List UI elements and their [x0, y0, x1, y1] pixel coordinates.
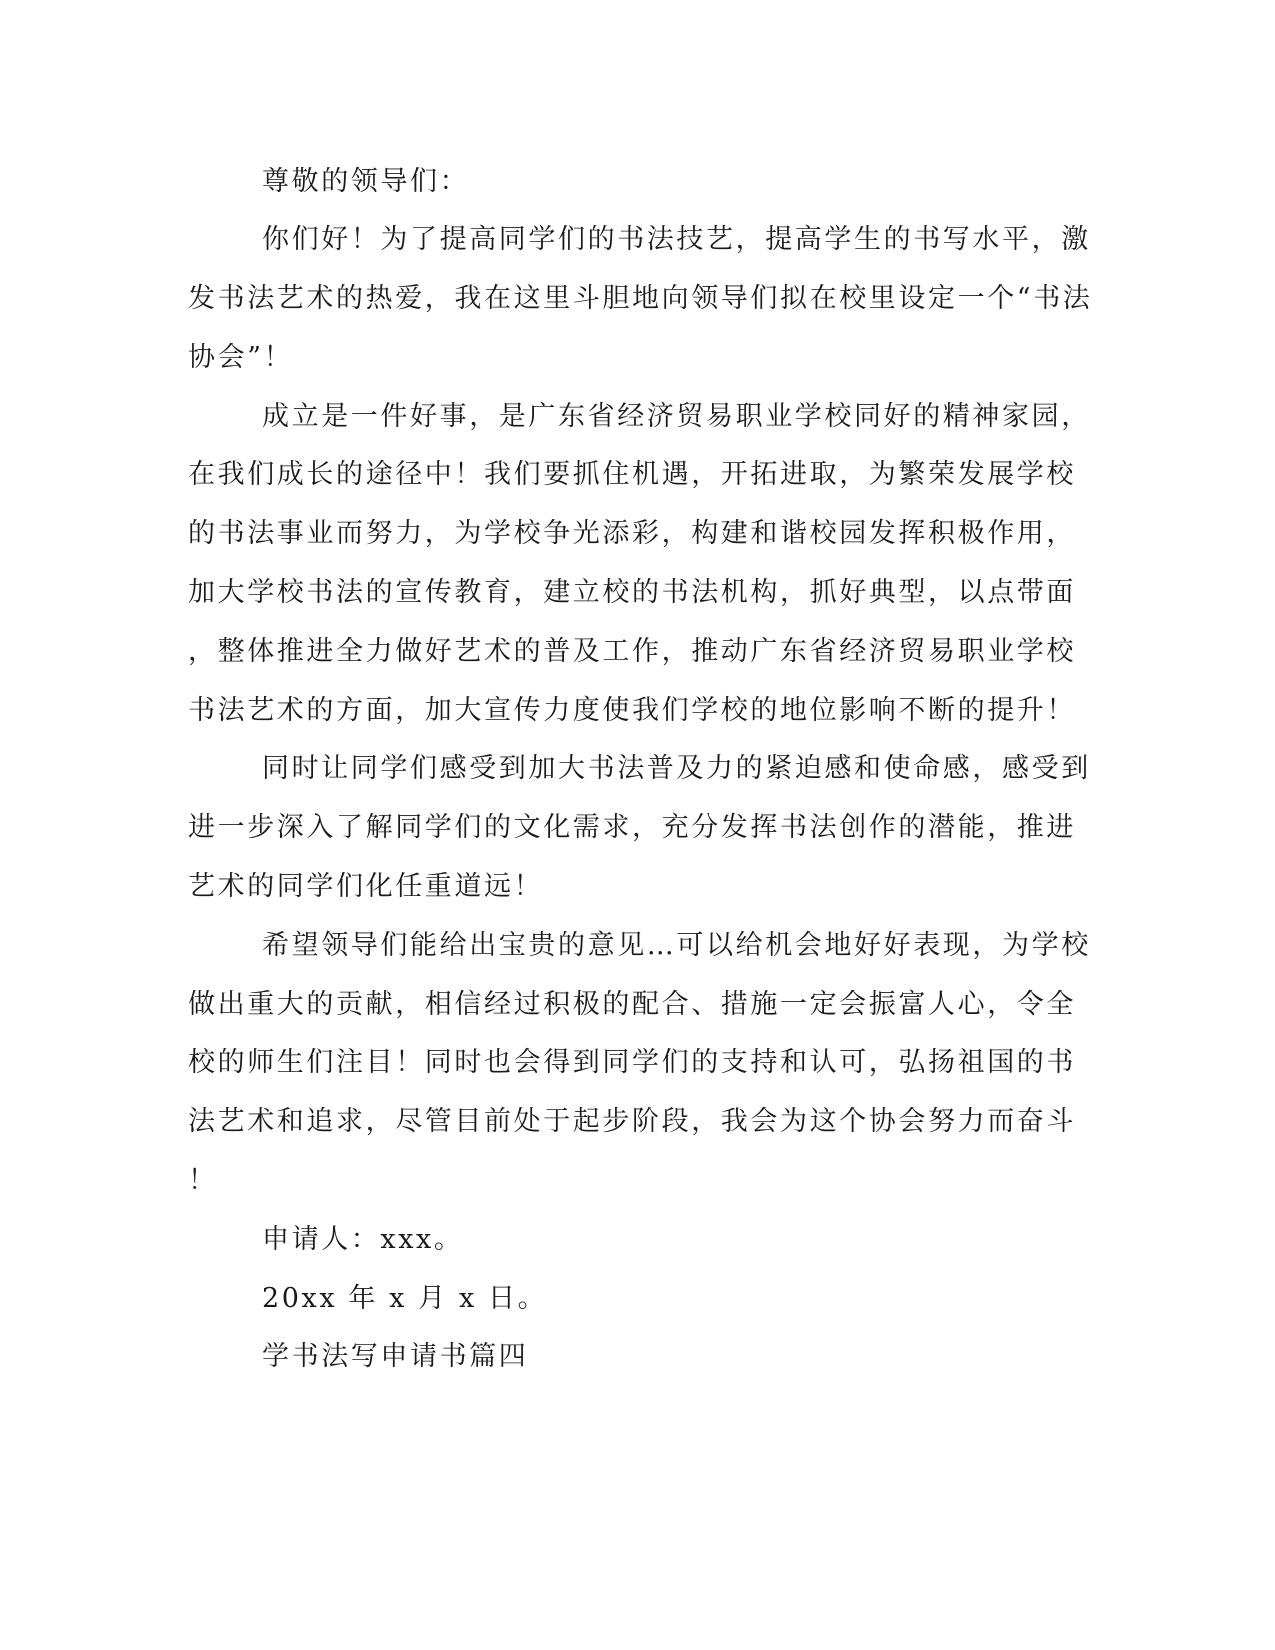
- paragraph-1-line-3: 协会”！: [188, 342, 294, 373]
- paragraph-4-line-5: ！: [188, 1165, 218, 1196]
- salutation: 尊敬的领导们：: [262, 166, 470, 197]
- paragraph-1-line-2: 发书法艺术的热爱，我在这里斗胆地向领导们拟在校里设定一个“书法: [188, 283, 1093, 314]
- paragraph-4-line-3: 校的师生们注目！同时也会得到同学们的支持和认可，弘扬祖国的书: [188, 1047, 1076, 1078]
- paragraph-2-line-1: 成立是一件好事，是广东省经济贸易职业学校同好的精神家园，: [262, 401, 1091, 432]
- paragraph-4-line-2: 做出重大的贡献，相信经过积极的配合、措施一定会振富人心，令全: [188, 989, 1076, 1020]
- paragraph-3-line-1: 同时让同学们感受到加大书法普及力的紧迫感和使命感，感受到: [262, 753, 1091, 784]
- paragraph-2-line-5: ，整体推进全力做好艺术的普及工作，推动广东省经济贸易职业学校: [188, 636, 1076, 667]
- paragraph-3-line-2: 进一步深入了解同学们的文化需求，充分发挥书法创作的潜能，推进: [188, 812, 1076, 843]
- applicant-line: 申请人：xxx。: [262, 1224, 464, 1255]
- date-line: 20xx 年 x 月 x 日。: [262, 1283, 548, 1314]
- paragraph-1-line-1: 你们好！为了提高同学们的书法技艺，提高学生的书写水平，激: [262, 224, 1091, 255]
- paragraph-2-line-3: 的书法事业而努力，为学校争光添彩，构建和谐校园发挥积极作用，: [188, 518, 1076, 549]
- paragraph-3-line-3: 艺术的同学们化任重道远！: [188, 871, 544, 902]
- paragraph-4-line-1: 希望领导们能给出宝贵的意见…可以给机会地好好表现，为学校: [262, 930, 1091, 961]
- paragraph-2-line-6: 书法艺术的方面，加大宣传力度使我们学校的地位影响不断的提升！: [188, 695, 1076, 726]
- paragraph-2-line-4: 加大学校书法的宣传教育，建立校的书法机构，抓好典型，以点带面: [188, 577, 1076, 608]
- paragraph-2-line-2: 在我们成长的途径中！我们要抓住机遇，开拓进取，为繁荣发展学校: [188, 459, 1076, 490]
- paragraph-4-line-4: 法艺术和追求，尽管目前处于起步阶段，我会为这个协会努力而奋斗: [188, 1106, 1076, 1137]
- section-heading: 学书法写申请书篇四: [262, 1341, 529, 1372]
